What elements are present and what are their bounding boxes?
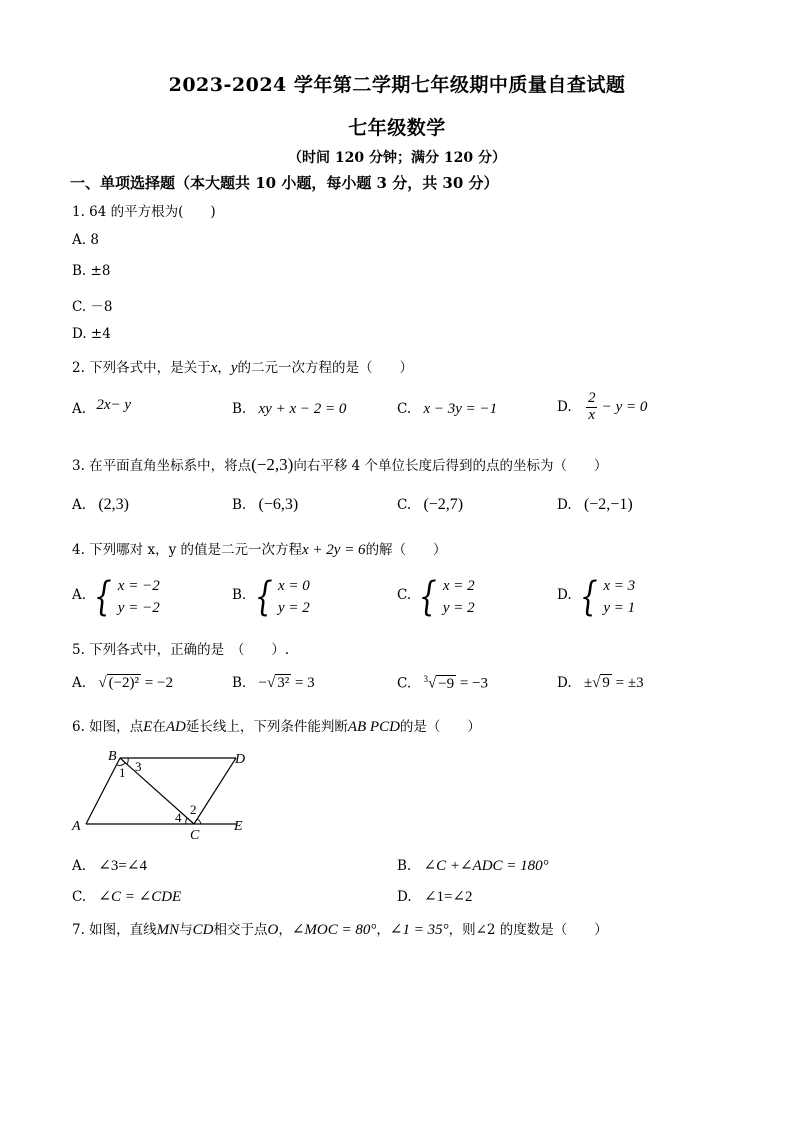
q7-text: ， (278, 922, 292, 938)
q7-condition-2: ∠1 = 35° (389, 922, 449, 938)
q2-var-x: x (210, 360, 218, 376)
label-c: C (190, 828, 200, 843)
option-label: C. (397, 401, 412, 417)
option-label: B. (397, 858, 412, 874)
radical-sign-icon: √ (427, 675, 437, 692)
option-label: C. (397, 497, 412, 513)
option-label: B. (232, 675, 247, 691)
question-6-figure (68, 748, 268, 844)
q2-comma: ， (217, 360, 231, 376)
exam-subject: 七年级数学 (348, 117, 446, 139)
segment-dc (194, 758, 236, 824)
q6-relation: AB PCD (347, 719, 400, 735)
question-4-option-a (72, 575, 160, 619)
q7-line-cd: CD (192, 922, 214, 938)
radicand: 3² (277, 675, 290, 691)
option-math: ± (583, 675, 593, 691)
option-label: C. (397, 675, 412, 692)
question-2-option-c (397, 401, 497, 418)
option-fraction (586, 391, 598, 424)
option-label: D. (557, 675, 572, 691)
q7-text: 与 (179, 922, 193, 938)
q7-text: 相交于点 (213, 922, 268, 938)
option-label: D. (557, 586, 572, 603)
option-label: A. (72, 858, 87, 874)
angle-2-arc (197, 819, 201, 824)
option-math: ∠C +∠ADC = 180° (423, 858, 549, 874)
question-4-stem (72, 538, 447, 559)
question-5-stem: 5. 下列各式中，正确的是 （ ）. (72, 642, 290, 658)
question-3-option-b (232, 496, 298, 514)
radical-sign-icon: √ (98, 675, 107, 691)
question-2-option-b (232, 401, 346, 418)
q6-segment-ad: AD (165, 719, 186, 735)
label-angle-4: 4 (175, 810, 182, 825)
option-math: ∠3=∠4 (98, 858, 147, 874)
option-label: D. (557, 398, 572, 415)
question-1-option-c: C. －8 (72, 299, 113, 315)
q6-text: 延长线上，下列条件能判断 (185, 719, 348, 735)
system-row: y = −2 (117, 600, 160, 616)
q6-suffix: 的是（ ） (399, 719, 481, 735)
option-label: C. (72, 889, 87, 905)
option-math: (−2,−1) (583, 496, 633, 513)
question-4-option-d (557, 575, 635, 619)
q2-prefix: 2. 下列各式中，是关于 (72, 360, 211, 376)
option-math: (−6,3) (258, 496, 299, 513)
q6-prefix: 6. 如图，点 (72, 719, 144, 735)
option-math: − (258, 675, 267, 691)
question-5-option-a (72, 674, 173, 692)
question-1-option-a: A. 8 (72, 232, 99, 248)
left-brace-icon: { (94, 574, 112, 620)
option-label: A. (72, 675, 87, 691)
label-angle-3: 3 (135, 759, 142, 774)
system-row: x = −2 (117, 578, 160, 594)
option-label: D. (397, 889, 412, 905)
question-6-stem (72, 715, 481, 736)
exam-title: 2023-2024 学年第二学期七年级期中质量自查试题 (168, 74, 626, 96)
label-angle-1: 1 (119, 765, 126, 780)
question-6-option-c (72, 887, 181, 906)
left-brace-icon: { (419, 574, 438, 620)
segment-bc (120, 758, 194, 824)
q4-suffix: 的解（ ） (365, 542, 447, 558)
q7-text: ， (376, 922, 390, 938)
question-6-option-a (72, 856, 147, 875)
q3-point: (−2,3) (251, 455, 294, 474)
left-brace-icon: { (254, 574, 273, 620)
option-math: − y = 0 (601, 398, 648, 415)
option-math: = ±3 (611, 675, 644, 691)
radical-sign-icon: √ (592, 675, 601, 691)
option-label: B. (232, 586, 247, 603)
label-angle-2: 2 (190, 802, 197, 817)
question-2-option-d (557, 391, 647, 424)
question-3-option-c (397, 496, 463, 514)
equation-system (251, 575, 310, 619)
system-row: y = 2 (442, 600, 475, 616)
option-label: A. (72, 497, 87, 513)
system-row: y = 1 (603, 600, 636, 616)
q7-line-mn: MN (156, 922, 180, 938)
question-1-stem: 1. 64 的平方根为( ) (72, 204, 216, 220)
system-row: x = 2 (442, 578, 475, 594)
q7-point-o: O (267, 922, 279, 938)
option-math: xy + x − 2 = 0 (258, 401, 347, 417)
angle-3-arc (127, 758, 128, 764)
question-2-option-a (72, 397, 132, 418)
option-label: B. (232, 401, 247, 417)
label-b: B (108, 749, 117, 764)
question-6-option-d (397, 887, 473, 906)
system-row: x = 3 (603, 578, 636, 594)
q7-suffix: ，则∠2 的度数是（ ） (448, 922, 608, 938)
exam-info: （时间 120 分钟；满分 120 分） (288, 150, 506, 166)
question-1-option-d: D. ±4 (72, 326, 111, 342)
option-math: (−2,7) (423, 496, 464, 513)
option-math: = 3 (291, 675, 315, 691)
radicand: 9 (602, 675, 610, 691)
question-5-option-b (232, 674, 315, 692)
option-label: C. (397, 586, 412, 603)
segment-ab (86, 758, 120, 824)
option-math: x − 3y = −1 (423, 401, 498, 417)
question-4-option-b (232, 575, 310, 619)
question-1-option-b: B. ±8 (72, 263, 111, 279)
label-e: E (234, 819, 243, 834)
radicand: (−2)² (108, 675, 140, 691)
fraction-numerator: 2 (587, 390, 596, 406)
equation-system (415, 575, 474, 619)
question-7-stem (72, 918, 608, 939)
question-4-option-c (397, 575, 475, 619)
question-2-stem (72, 356, 413, 377)
question-5-option-c (397, 674, 488, 693)
question-6-option-b (397, 856, 549, 875)
system-row: x = 0 (277, 578, 310, 594)
option-label: D. (557, 497, 572, 513)
q6-point-e: E (143, 719, 153, 735)
fraction-denominator: x (588, 406, 596, 423)
option-label: A. (72, 401, 87, 417)
angle-4-arc (186, 818, 187, 824)
option-math: = −2 (141, 675, 173, 691)
radicand: −9 (438, 675, 455, 692)
option-label: A. (72, 586, 87, 603)
option-math: (2,3) (98, 496, 129, 513)
label-d: D (235, 752, 246, 767)
q2-suffix: 的二元一次方程的是（ ） (237, 360, 414, 376)
q3-suffix: 向右平移 4 个单位长度后得到的点的坐标为（ ） (293, 458, 608, 474)
q4-prefix: 4. 下列哪对 x，y 的值是二元一次方程 (72, 542, 302, 558)
system-row: y = 2 (277, 600, 310, 616)
question-3-option-a (72, 496, 129, 514)
q7-prefix: 7. 如图，直线 (72, 922, 157, 938)
option-label: B. (232, 497, 247, 513)
option-math: = −3 (456, 675, 489, 692)
option-math: 2x− y (96, 397, 132, 413)
equation-system (90, 575, 159, 619)
q3-prefix: 3. 在平面直角坐标系中，将点 (72, 458, 252, 474)
q2-var-y: y (230, 360, 238, 376)
section-heading: 一、单项选择题（本大题共 10 小题，每小题 3 分，共 30 分） (70, 174, 499, 192)
radical-sign-icon: √ (266, 675, 276, 691)
question-3-option-d (557, 496, 633, 514)
option-math: ∠C = ∠CDE (98, 889, 182, 905)
q6-text: 在 (152, 719, 166, 735)
question-3-stem (72, 454, 608, 475)
label-a: A (72, 819, 81, 834)
question-5-option-d (557, 674, 644, 692)
root-index: 3 (423, 674, 428, 684)
q7-condition-1: ∠MOC = 80° (291, 922, 377, 938)
equation-system (576, 575, 635, 619)
q4-equation: x + 2y = 6 (302, 542, 366, 558)
left-brace-icon: { (579, 574, 598, 620)
option-math: ∠1=∠2 (423, 889, 473, 905)
